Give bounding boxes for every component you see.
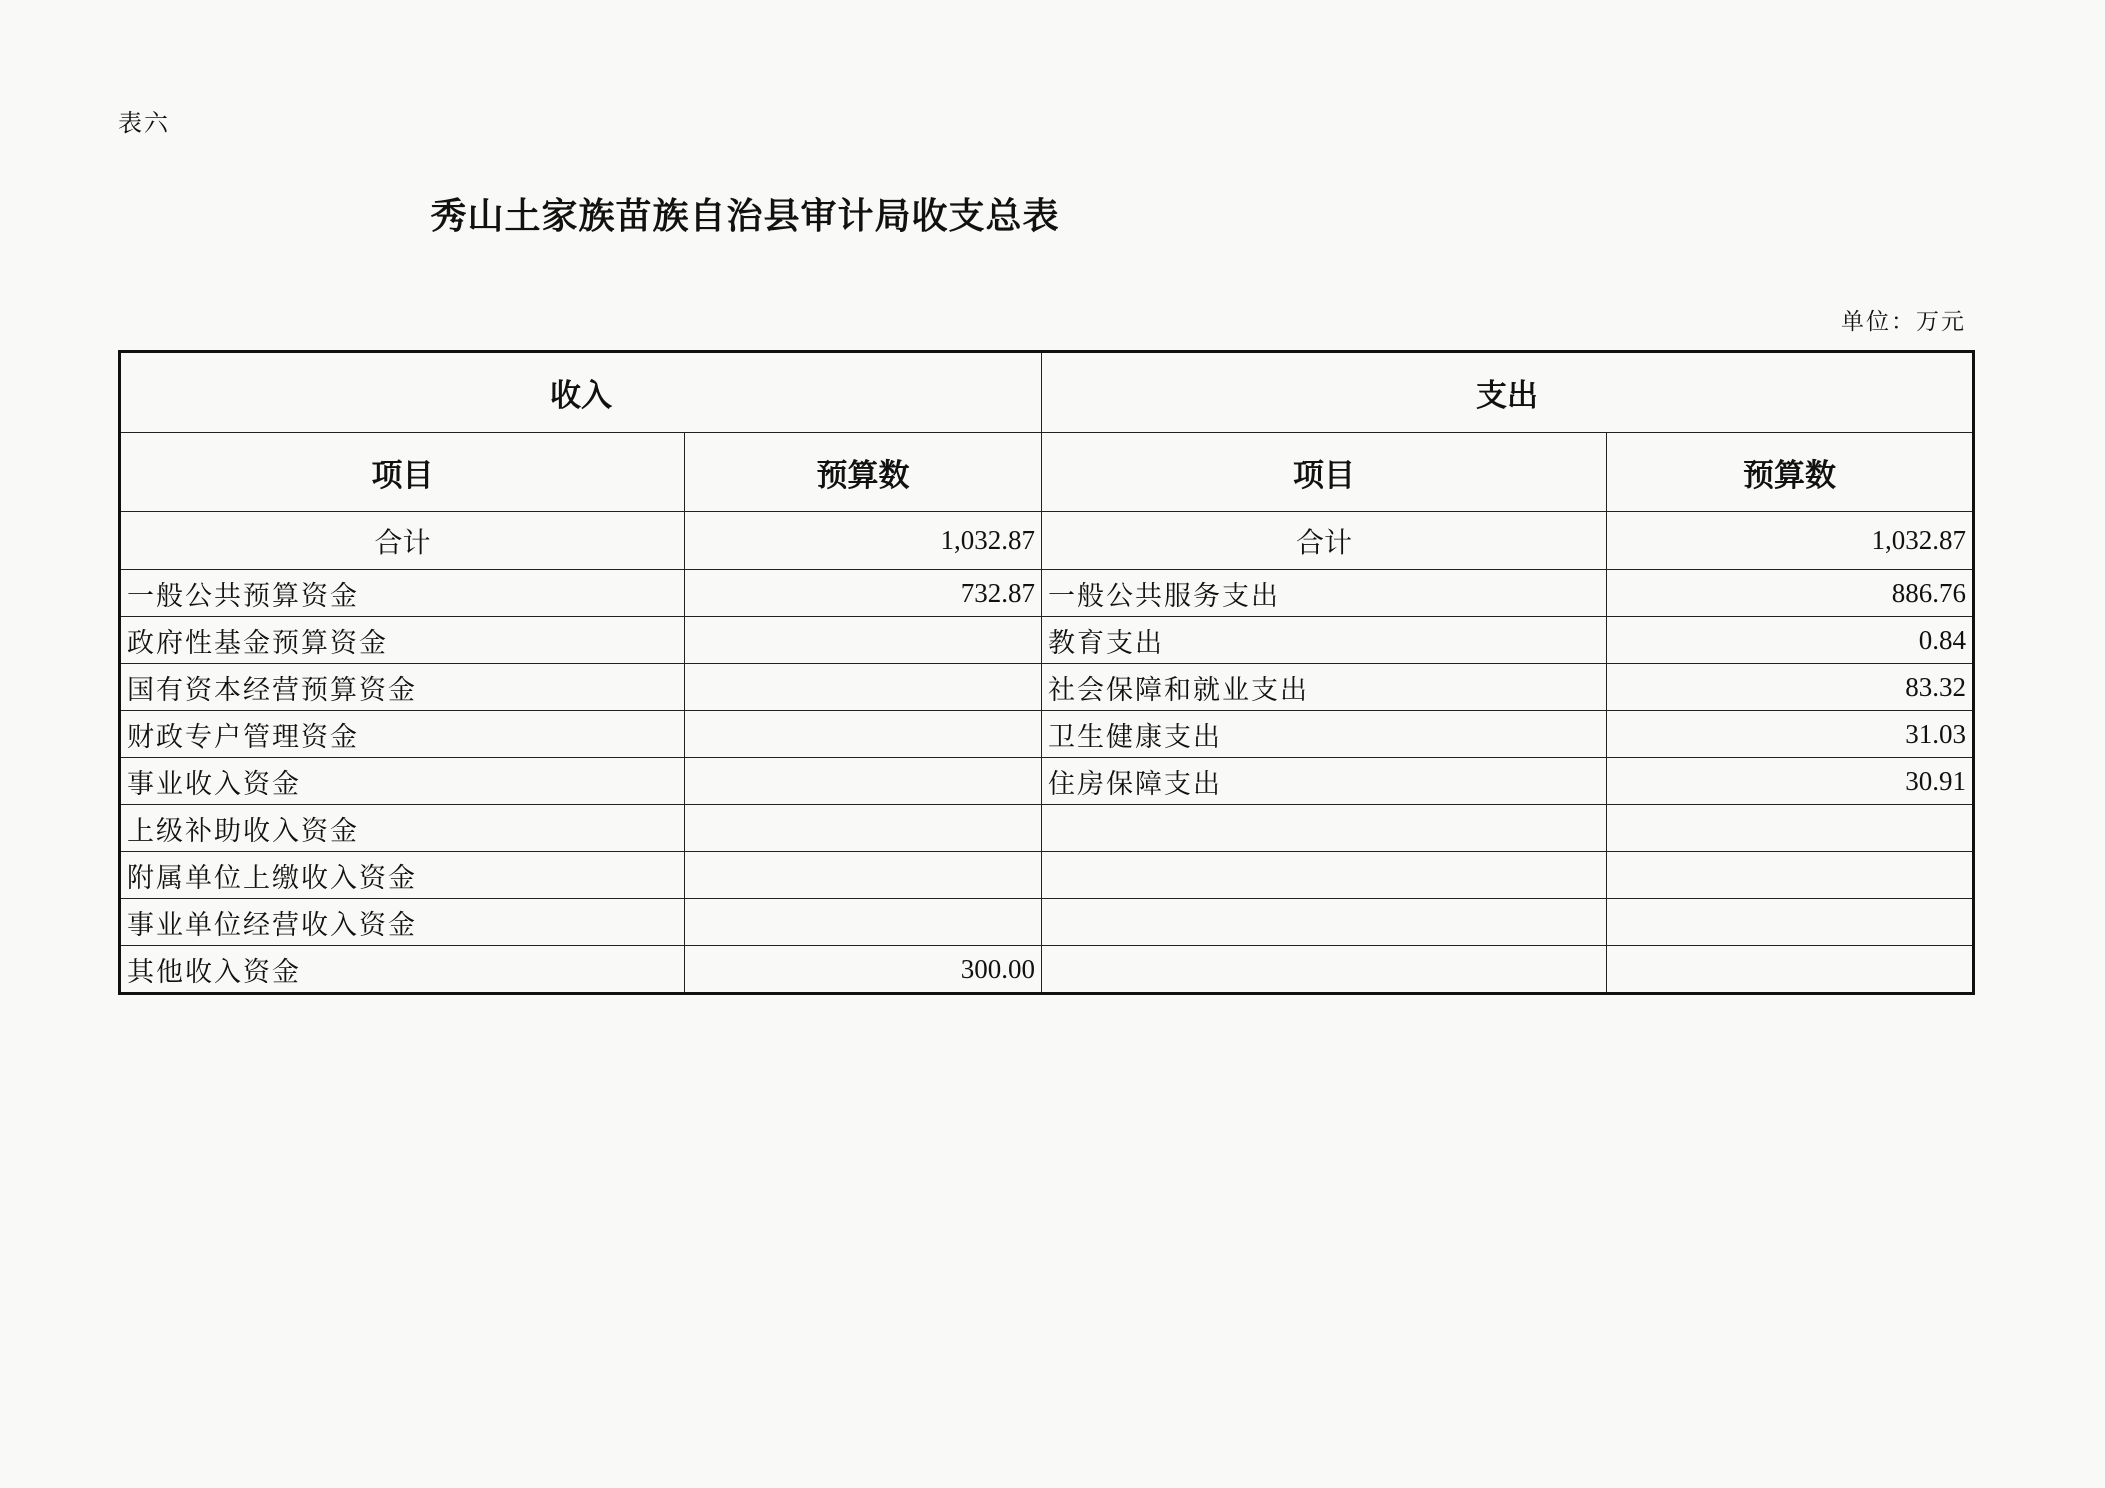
income-amount-cell bbox=[685, 711, 1042, 758]
expense-item-cell: 住房保障支出 bbox=[1042, 758, 1607, 805]
income-item-cell: 政府性基金预算资金 bbox=[120, 617, 685, 664]
expense-item-cell bbox=[1042, 946, 1607, 994]
income-amount-cell bbox=[685, 664, 1042, 711]
expense-item-cell bbox=[1042, 899, 1607, 946]
expense-amount-cell bbox=[1607, 899, 1974, 946]
income-amount-cell bbox=[685, 852, 1042, 899]
unit-label: 单位：万元 bbox=[1841, 309, 1966, 335]
table-row bbox=[120, 946, 1974, 994]
table-row bbox=[120, 899, 1974, 946]
income-item-column-header: 项目 bbox=[120, 433, 685, 512]
table-row bbox=[120, 570, 1974, 617]
table-row bbox=[120, 758, 1974, 805]
expense-amount-cell: 0.84 bbox=[1607, 617, 1974, 664]
expense-item-cell: 社会保障和就业支出 bbox=[1042, 664, 1607, 711]
expense-budget-column-header: 预算数 bbox=[1607, 433, 1974, 512]
income-item-cell: 财政专户管理资金 bbox=[120, 711, 685, 758]
income-item-cell: 国有资本经营预算资金 bbox=[120, 664, 685, 711]
income-total-value: 1,032.87 bbox=[685, 512, 1042, 570]
income-header: 收入 bbox=[120, 352, 1042, 433]
income-item-cell: 一般公共预算资金 bbox=[120, 570, 685, 617]
income-item-cell: 事业收入资金 bbox=[120, 758, 685, 805]
table-row bbox=[120, 711, 1974, 758]
expense-item-cell bbox=[1042, 805, 1607, 852]
expense-amount-cell: 83.32 bbox=[1607, 664, 1974, 711]
expense-amount-cell: 31.03 bbox=[1607, 711, 1974, 758]
total-row bbox=[120, 512, 1974, 570]
expense-total-value: 1,032.87 bbox=[1607, 512, 1974, 570]
income-budget-column-header: 预算数 bbox=[685, 433, 1042, 512]
column-header-row bbox=[120, 433, 1974, 512]
income-item-cell: 事业单位经营收入资金 bbox=[120, 899, 685, 946]
table-row bbox=[120, 852, 1974, 899]
income-amount-cell bbox=[685, 899, 1042, 946]
income-amount-cell bbox=[685, 617, 1042, 664]
income-amount-cell bbox=[685, 758, 1042, 805]
income-expense-table bbox=[118, 350, 1975, 995]
expense-total-label: 合计 bbox=[1042, 512, 1607, 570]
expense-amount-cell bbox=[1607, 805, 1974, 852]
section-header-row bbox=[120, 352, 1974, 433]
table-row bbox=[120, 805, 1974, 852]
income-total-label: 合计 bbox=[120, 512, 685, 570]
table-row bbox=[120, 617, 1974, 664]
document-title: 秀山土家族苗族自治县审计局收支总表 bbox=[430, 196, 1060, 237]
income-item-cell: 其他收入资金 bbox=[120, 946, 685, 994]
table-row bbox=[120, 664, 1974, 711]
income-amount-cell bbox=[685, 805, 1042, 852]
income-amount-cell: 300.00 bbox=[685, 946, 1042, 994]
expense-header: 支出 bbox=[1042, 352, 1974, 433]
income-item-cell: 上级补助收入资金 bbox=[120, 805, 685, 852]
expense-amount-cell bbox=[1607, 852, 1974, 899]
expense-item-cell bbox=[1042, 852, 1607, 899]
expense-item-cell: 教育支出 bbox=[1042, 617, 1607, 664]
expense-item-column-header: 项目 bbox=[1042, 433, 1607, 512]
expense-item-cell: 卫生健康支出 bbox=[1042, 711, 1607, 758]
sheet-label: 表六 bbox=[118, 109, 170, 137]
expense-amount-cell: 886.76 bbox=[1607, 570, 1974, 617]
expense-item-cell: 一般公共服务支出 bbox=[1042, 570, 1607, 617]
expense-amount-cell bbox=[1607, 946, 1974, 994]
expense-amount-cell: 30.91 bbox=[1607, 758, 1974, 805]
income-item-cell: 附属单位上缴收入资金 bbox=[120, 852, 685, 899]
income-amount-cell: 732.87 bbox=[685, 570, 1042, 617]
